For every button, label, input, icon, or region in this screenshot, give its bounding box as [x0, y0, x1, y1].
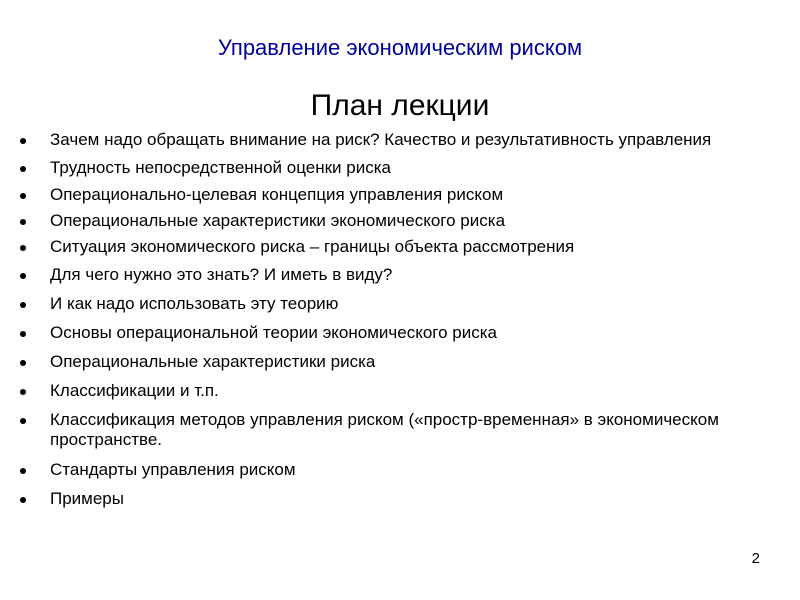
bullet-icon [20, 166, 26, 172]
bullet-icon [20, 193, 26, 199]
slide-title: Управление экономическим риском [217, 35, 583, 60]
list-item-text: Классификации и т.п. [50, 381, 219, 400]
list-item [20, 294, 740, 314]
bullet-icon [20, 245, 26, 251]
list-item-text: Стандарты управления риском [50, 460, 296, 479]
list-item-text: И как надо использовать эту теорию [50, 294, 339, 313]
list-item [20, 323, 740, 343]
list-item-text: Трудность непосредственной оценки риска [50, 158, 391, 177]
list-item-text: Зачем надо обращать внимание на риск? Качество и результативность управления [50, 130, 712, 149]
list-item [20, 352, 740, 372]
list-item-text: Классификация методов управления риском («простр-временная» в экономическом пространстве. [50, 410, 719, 449]
bullet-icon [20, 138, 26, 144]
list-item-text: Примеры [50, 489, 124, 508]
bullet-icon [20, 273, 26, 279]
list-item [20, 211, 740, 231]
list-item-text: Операциональные характеристики экономического риска [50, 211, 506, 230]
list-item [20, 158, 740, 178]
list-item [20, 265, 740, 285]
bullet-list [20, 130, 740, 509]
bullet-icon [20, 331, 26, 337]
slide-subtitle: План лекции [310, 89, 490, 122]
list-item-text: Основы операциональной теории экономического риска [50, 323, 498, 342]
list-item [20, 130, 740, 150]
list-item [20, 381, 740, 401]
list-item [20, 489, 740, 509]
bullet-icon [20, 468, 26, 474]
bullet-icon [20, 302, 26, 308]
list-item [20, 410, 740, 450]
list-item-text: Операциональные характеристики риска [50, 352, 376, 371]
bullet-icon [20, 418, 26, 424]
bullet-icon [20, 389, 26, 395]
bullet-icon [20, 219, 26, 225]
bullet-icon [20, 497, 26, 503]
list-item [20, 185, 740, 205]
list-item-text: Ситуация экономического риска – границы объекта рассмотрения [50, 237, 575, 256]
list-item-text: Для чего нужно это знать? И иметь в виду? [50, 265, 393, 284]
list-item [20, 237, 740, 257]
list-item-text: Операционально-целевая концепция управления риском [50, 185, 504, 204]
bullet-icon [20, 360, 26, 366]
list-item [20, 460, 740, 480]
page-number: 2 [751, 550, 760, 567]
